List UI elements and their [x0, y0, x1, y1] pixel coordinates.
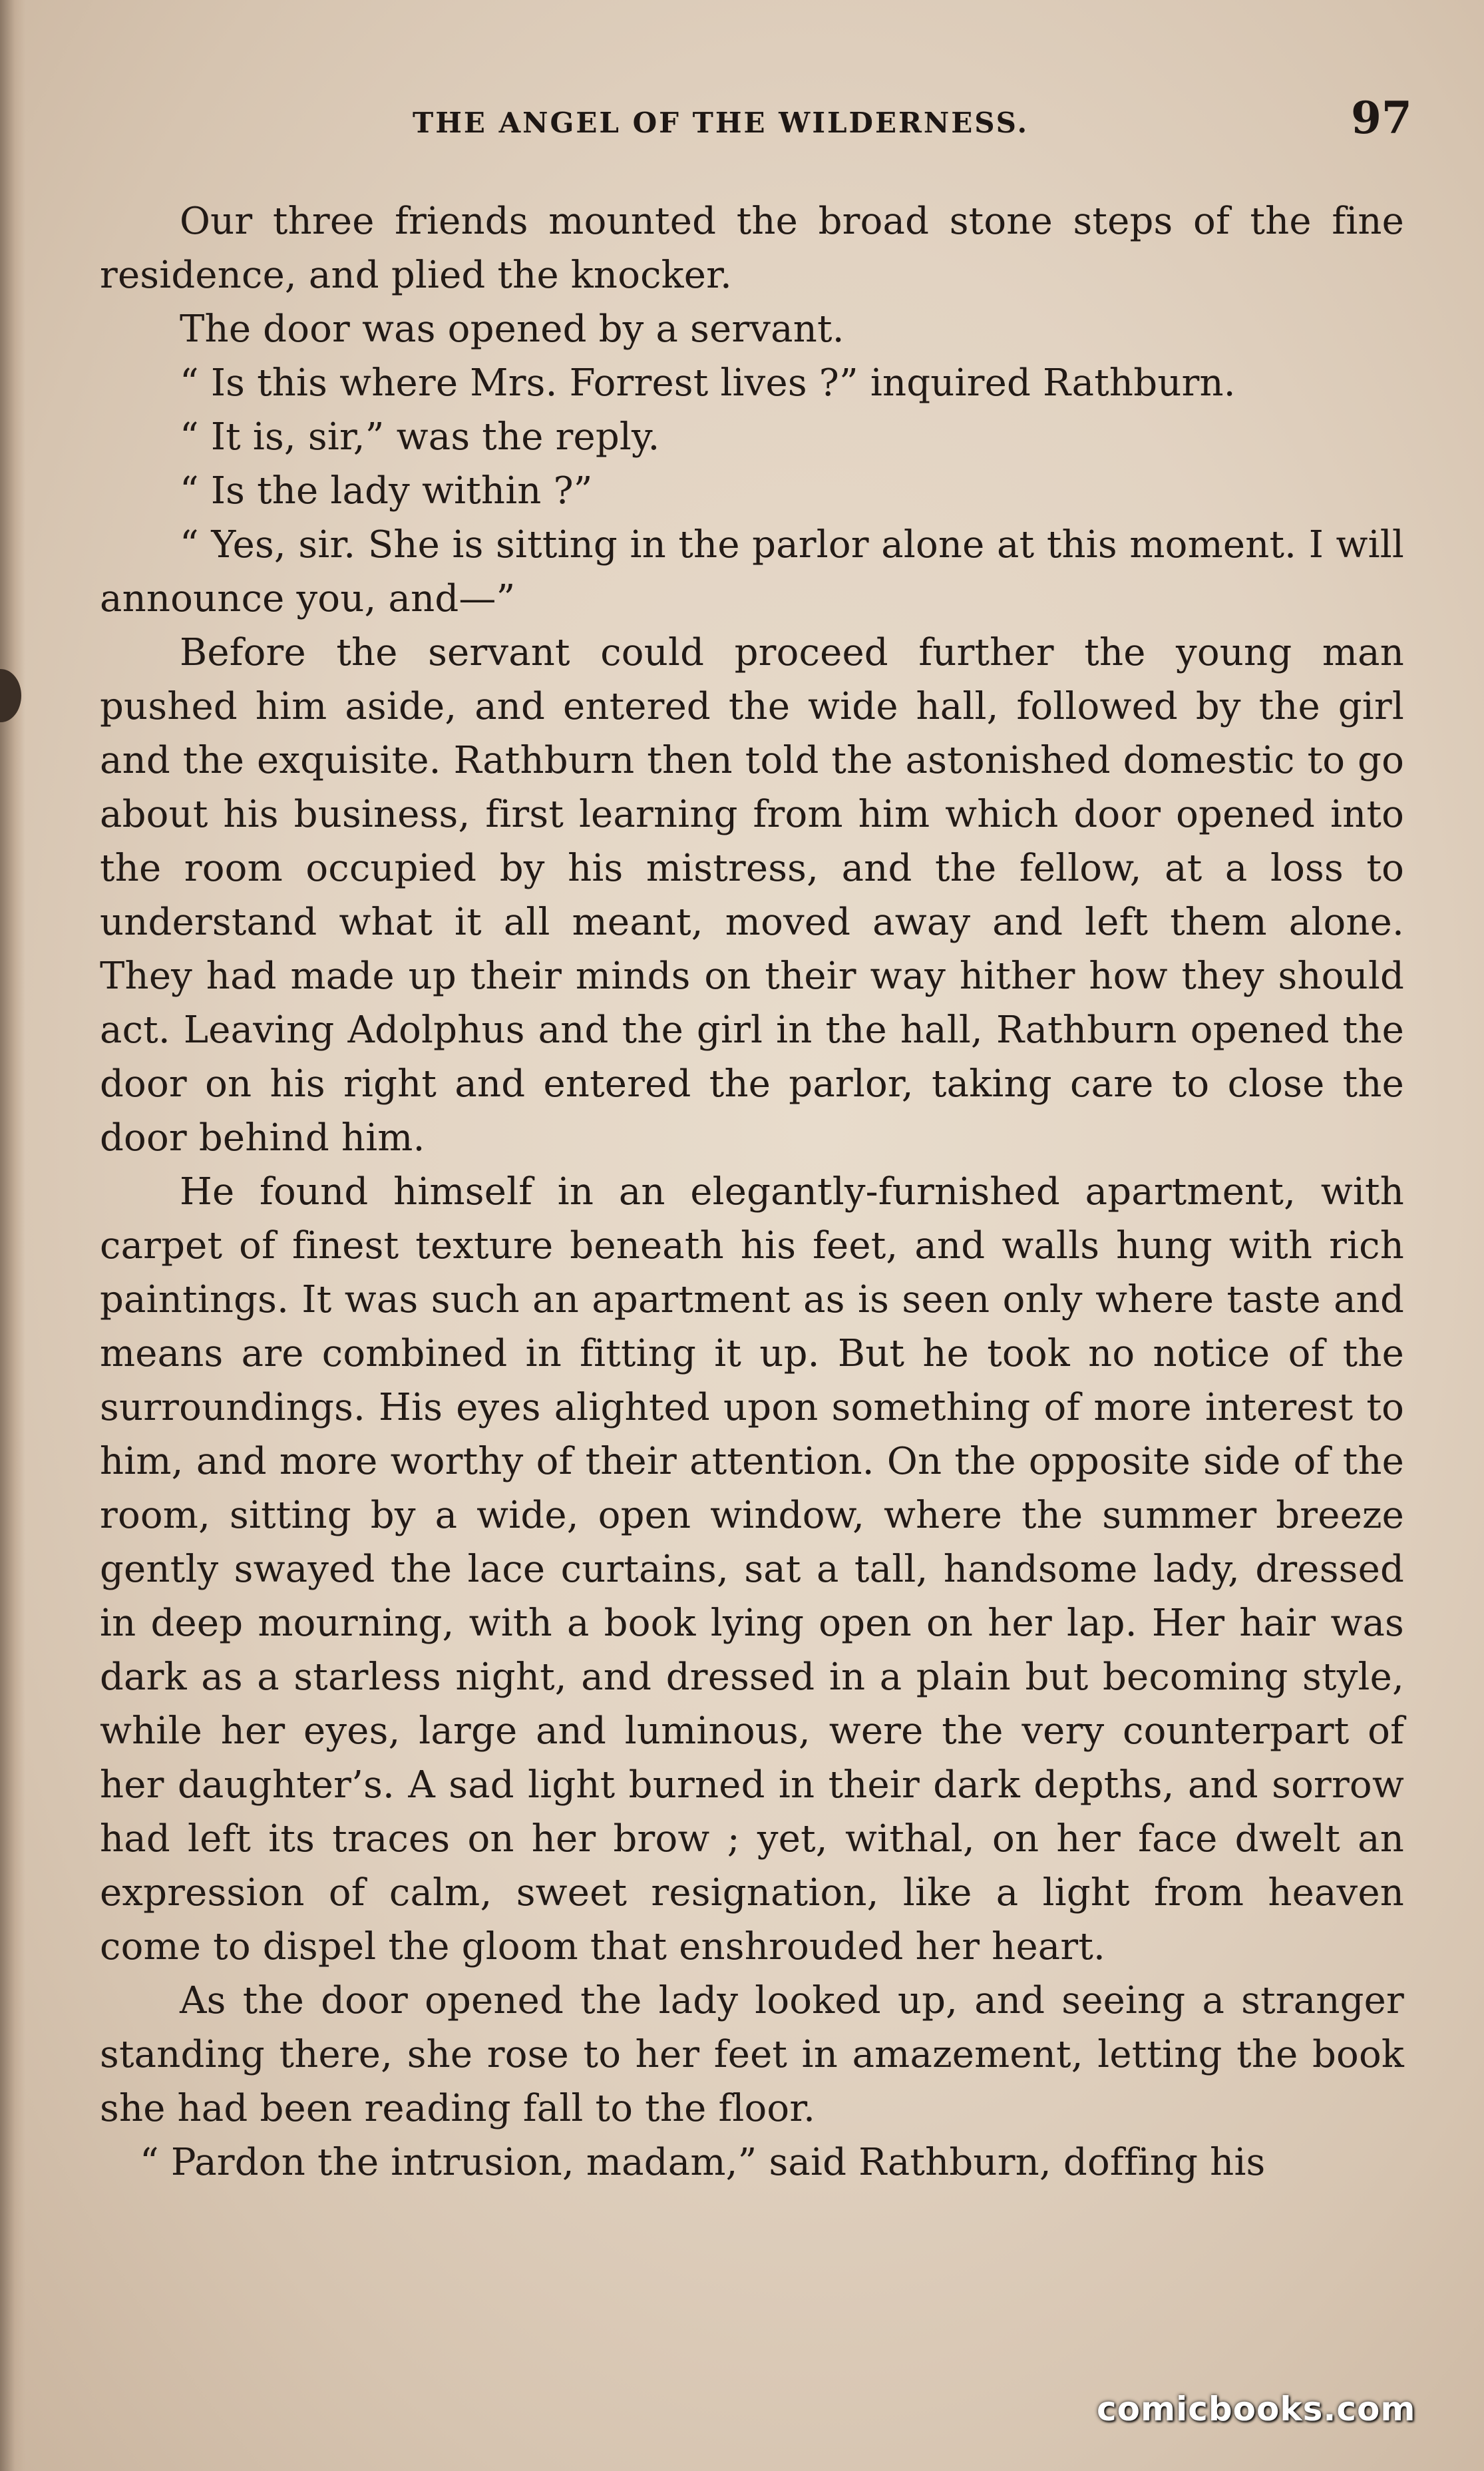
paragraph: Before the servant could proceed further the young man pushed him aside, and entered the wide hall, followed by the girl and the exquisite. Rathburn then told the astonished domestic to go about his business, first learning from him which door opened into the room occupied by his mistress, and the fellow, at a loss to understand what it all meant, moved away and left them alone. They had made up their minds on their way hither how they should act. Leaving Adolphus and the girl in the hall, Rathburn opened the door on his right and entered the parlor, taking care to close the door behind him.	[100, 631, 1404, 1160]
paragraph: “ It is, sir,” was the reply.	[180, 415, 660, 459]
watermark: comicbooks.com	[1097, 2390, 1416, 2428]
paragraph: “ Is this where Mrs. Forrest lives ?” inquired Rathburn.	[180, 361, 1236, 405]
paragraph: He found himself in an elegantly-furnished apartment, with carpet of finest texture beneath his feet, and walls hung with rich paintings. It was such an apartment as is seen only where taste and means are combined in fitting it up. But he took no notice of the surroundings. His eyes alighted upon something of more interest to him, and more worthy of their attention. On the opposite side of the room, sitting by a wide, open window, where the summer breeze gently swayed the lace curtains, sat a tall, handsome lady, dressed in deep mourning, with a book lying open on her lap. Her hair was dark as a starless night, and dressed in a plain but becoming style, while her eyes, large and luminous, were the very counterpart of her daughter’s. A sad light burned in their dark depths, and sorrow had left its traces on her brow ; yet, withal, on her face dwelt an expression of calm, sweet resignation, like a light from heaven come to dispel the gloom that enshrouded her heart.	[100, 1170, 1404, 1968]
running-head: THE ANGEL OF THE WILDERNESS.	[413, 107, 1029, 139]
page-number: 97	[1351, 92, 1412, 144]
paragraph: “ Is the lady within ?”	[180, 469, 593, 513]
paragraph: As the door opened the lady looked up, and seeing a stranger standing there, she rose to her feet in amazement, letting the book she had been reading fall to the floor.	[100, 1979, 1404, 2130]
paragraph: The door was opened by a servant.	[180, 308, 844, 351]
paragraph: “ Pardon the intrusion, madam,” said Rathburn, doffing his	[140, 2141, 1266, 2184]
body-text	[100, 194, 1404, 2189]
paragraph: “ Yes, sir. She is sitting in the parlor alone at this moment. I will announce you, and—”	[100, 523, 1404, 620]
page-left-edge	[0, 0, 25, 2471]
paragraph: Our three friends mounted the broad stone steps of the fine residence, and plied the knocker.	[100, 200, 1404, 297]
